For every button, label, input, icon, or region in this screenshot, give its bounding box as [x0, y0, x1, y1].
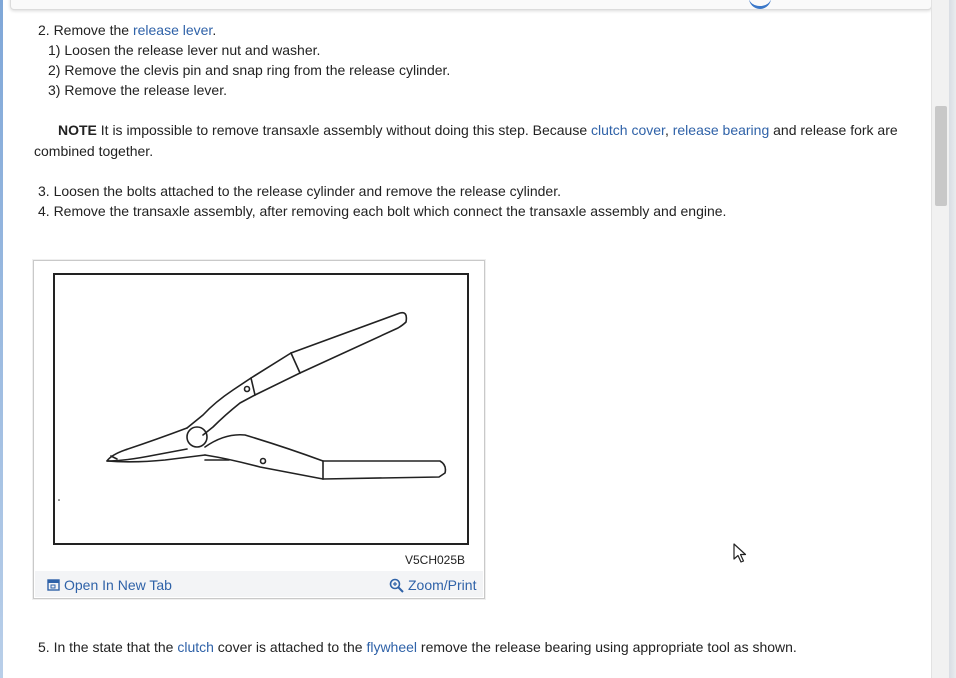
- note-separator: ,: [664, 122, 673, 138]
- figure-toolbar: [35, 571, 483, 597]
- substep-3: 3) Remove the release lever.: [48, 82, 227, 98]
- open-new-tab-button[interactable]: [47, 575, 172, 595]
- note-paragraph: [34, 120, 914, 162]
- clutch-cover-link[interactable]: clutch cover: [591, 122, 665, 138]
- substep-1: 1) Loosen the release lever nut and washer.: [48, 42, 321, 58]
- zoom-print-label: Zoom/Print: [408, 577, 477, 593]
- flywheel-link[interactable]: flywheel: [366, 639, 418, 655]
- note-text-1: It is impossible to remove transaxle assembly without doing this step. Because: [96, 122, 592, 138]
- step-2-text: 2. Remove the: [38, 22, 133, 38]
- vertical-scrollbar[interactable]: [931, 0, 950, 678]
- clutch-link[interactable]: clutch: [177, 639, 214, 655]
- zoom-print-button[interactable]: [389, 575, 476, 595]
- top-panel-indicator: [749, 0, 771, 9]
- open-new-tab-icon: [47, 579, 60, 591]
- note-text-2: and release fork are combined together.: [34, 122, 898, 159]
- release-lever-link[interactable]: release lever: [132, 22, 213, 38]
- top-toolbar-panel: [10, 0, 932, 10]
- substep-2: 2) Remove the clevis pin and snap ring from the release cylinder.: [48, 62, 451, 78]
- magnifier-icon: [389, 578, 404, 593]
- window-right-edge: [949, 0, 956, 678]
- step-3: 3. Loosen the bolts attached to the release cylinder and remove the release cylinder.: [38, 183, 561, 199]
- note-label: NOTE: [58, 122, 97, 138]
- pliers-illustration[interactable]: [53, 273, 469, 545]
- step-5-text-3: remove the release bearing using appropriate tool as shown.: [417, 639, 797, 655]
- figure-caption: V5CH025B: [405, 553, 466, 567]
- step-4: 4. Remove the transaxle assembly, after removing each bolt which connect the transaxle assembly and engine.: [38, 203, 727, 219]
- figure-container: [33, 260, 485, 599]
- snap-ring-pliers-drawing: [55, 275, 467, 543]
- step-5-text-1: 5. In the state that the: [38, 639, 178, 655]
- release-bearing-link[interactable]: release bearing: [672, 122, 770, 138]
- step-5-text-2: cover is attached to the: [213, 639, 367, 655]
- step-2: [38, 20, 216, 40]
- step-2-suffix: .: [212, 22, 217, 38]
- scrollbar-thumb[interactable]: [935, 106, 947, 206]
- step-5: [38, 637, 797, 657]
- mouse-pointer-icon: [733, 543, 747, 563]
- open-new-tab-label: Open In New Tab: [64, 577, 172, 593]
